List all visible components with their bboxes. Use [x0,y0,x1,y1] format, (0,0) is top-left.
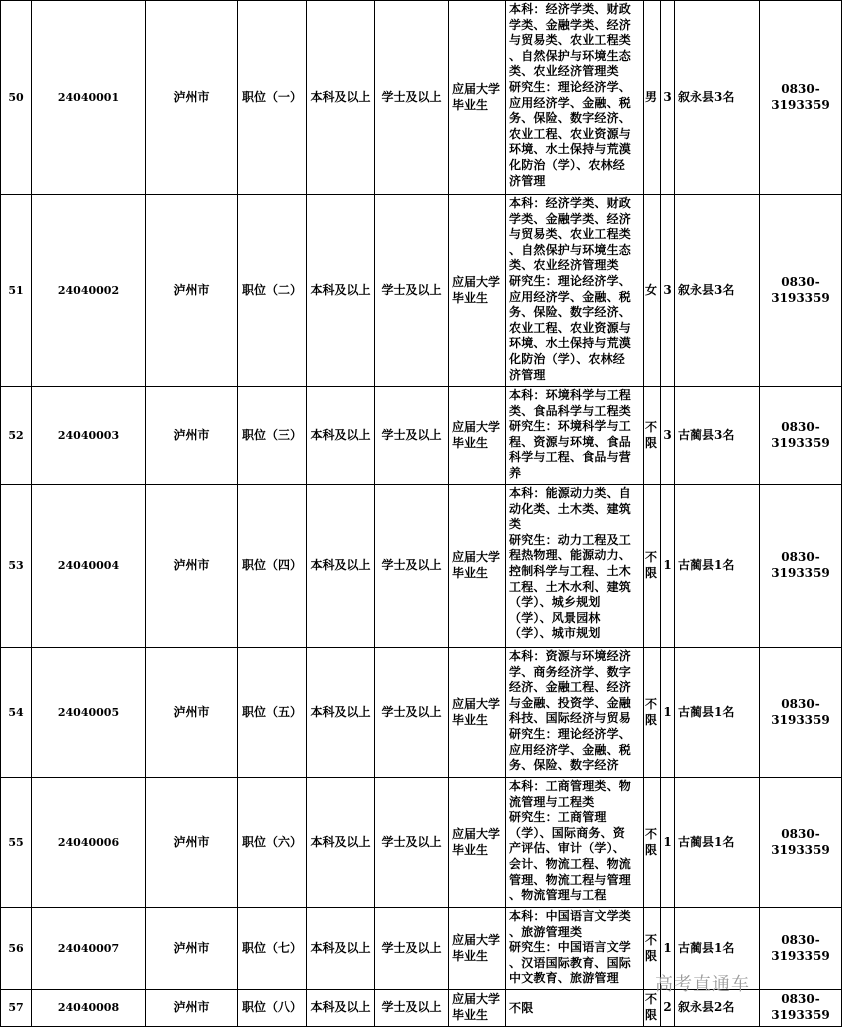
position-name-cell: 职位（一） [238,1,307,195]
position-code-cell: 24040004 [32,485,146,648]
city-cell: 泸州市 [146,485,238,648]
recruit-count-cell: 3 [661,195,675,387]
position-name-cell: 职位（二） [238,195,307,387]
candidate-type-cell: 应届大学毕业生 [449,1,506,195]
requirement-line: 本科：中国语言文学类 [509,909,632,923]
major-requirement-cell [506,195,644,387]
row-index-cell: 54 [1,648,32,778]
position-code-cell: 24040006 [32,778,146,908]
position-name-cell: 职位（六） [238,778,307,908]
table-row [1,778,842,908]
contact-phone-cell: 0830-3193359 [760,990,842,1027]
table-row [1,195,842,387]
education-requirement-cell: 本科及以上 [307,195,375,387]
major-requirement-cell [506,778,644,908]
position-name-cell: 职位（四） [238,485,307,648]
requirement-line: 务、保险、数字经济 [509,758,619,773]
major-requirement-cell [506,485,644,648]
contact-phone-cell: 0830-3193359 [760,648,842,778]
requirement-line: 务、保险、数字经济、 [509,305,632,320]
major-requirement-cell [506,908,644,990]
gender-requirement-cell: 不限 [644,990,661,1027]
requirement-line: 经济、金融工程、经济 [509,680,632,695]
table-body [1,1,842,1027]
position-name-cell: 职位（八） [238,990,307,1027]
requirement-line: 与贸易类、农业工程类 [509,227,632,242]
recruit-count-cell: 2 [661,990,675,1027]
requirement-line: 研究生：中国语言文学 [509,940,632,955]
requirement-line: 本科：经济学类、财政 [509,196,632,210]
recruit-location-cell: 古蔺县1名 [675,648,760,778]
gender-requirement-cell: 不限 [644,908,661,990]
row-index-cell: 56 [1,908,32,990]
recruit-count-cell: 1 [661,485,675,648]
city-cell: 泸州市 [146,1,238,195]
education-requirement-cell: 本科及以上 [307,990,375,1027]
requirement-line: 学类、金融学类、经济 [509,17,632,32]
major-requirement-cell [506,648,644,778]
requirement-line: 学类、金融学类、经济 [509,211,632,226]
major-requirement-cell [506,387,644,485]
position-code-cell: 24040002 [32,195,146,387]
position-code-cell: 24040003 [32,387,146,485]
recruit-count-cell: 1 [661,648,675,778]
requirement-line: 不限 [509,1000,534,1015]
candidate-type-cell: 应届大学毕业生 [449,778,506,908]
requirement-line: 与金融、投资学、金融 [509,695,632,710]
requirement-line: 、旅游管理类 [509,924,583,939]
requirement-line: 本科：环境科学与工程 [509,388,632,402]
city-cell: 泸州市 [146,387,238,485]
requirement-line: （学）、国际商务、资 [509,825,626,840]
position-code-cell: 24040005 [32,648,146,778]
requirement-line: 工程、土木水利、建筑 [509,579,632,594]
city-cell: 泸州市 [146,778,238,908]
row-index-cell: 57 [1,990,32,1027]
row-index-cell: 50 [1,1,32,195]
position-name-cell: 职位（五） [238,648,307,778]
contact-phone-cell: 0830-3193359 [760,908,842,990]
requirement-line: 动化类、土木类、建筑 [509,501,632,516]
education-requirement-cell: 本科及以上 [307,485,375,648]
gender-requirement-cell: 不限 [644,485,661,648]
requirement-line: 本科：能源动力类、自 [509,486,632,500]
requirement-line: 农业工程、农业资源与 [509,320,632,335]
gender-requirement-cell: 不限 [644,778,661,908]
requirement-line: 应用经济学、金融、税 [509,742,632,757]
row-index-cell: 55 [1,778,32,908]
requirement-line: 化防治（学）、农林经 [509,351,626,366]
recruit-location-cell: 叙永县3名 [675,1,760,195]
requirement-line: 农业工程、农业资源与 [509,126,632,141]
requirement-line: 环境、水土保持与荒漠 [509,142,632,157]
degree-requirement-cell: 学士及以上 [375,195,449,387]
recruit-count-cell: 1 [661,908,675,990]
city-cell: 泸州市 [146,648,238,778]
recruit-location-cell: 叙永县3名 [675,195,760,387]
candidate-type-cell: 应届大学毕业生 [449,387,506,485]
requirement-line: 研究生：理论经济学、 [509,79,632,94]
candidate-type-cell: 应届大学毕业生 [449,648,506,778]
degree-requirement-cell: 学士及以上 [375,485,449,648]
requirement-line: 本科：经济学类、财政 [509,2,632,16]
requirement-line: 研究生：工商管理 [509,810,607,825]
requirement-line: 科学与工程、食品与营 [509,450,632,465]
requirement-line: 、物流管理与工程 [509,888,607,903]
candidate-type-cell: 应届大学毕业生 [449,485,506,648]
requirement-line: 济管理 [509,367,546,382]
requirement-line: 、自然保护与环境生态 [509,48,632,63]
requirement-line: 研究生：理论经济学、 [509,726,632,741]
degree-requirement-cell: 学士及以上 [375,387,449,485]
candidate-type-cell: 应届大学毕业生 [449,908,506,990]
education-requirement-cell: 本科及以上 [307,387,375,485]
position-code-cell: 24040001 [32,1,146,195]
requirement-line: 科技、国际经济与贸易 [509,711,632,726]
position-code-cell: 24040007 [32,908,146,990]
requirement-line: 程、资源与环境、食品 [509,434,632,449]
candidate-type-cell: 应届大学毕业生 [449,195,506,387]
requirement-line: 类、农业经济管理类 [509,64,619,79]
contact-phone-cell: 0830-3193359 [760,387,842,485]
gender-requirement-cell: 男 [644,1,661,195]
gender-requirement-cell: 不限 [644,648,661,778]
requirement-line: （学）、城乡规划 [509,595,601,610]
requirement-line: 学、商务经济学、数字 [509,664,632,679]
requirement-line: 济管理 [509,173,546,188]
recruit-count-cell: 3 [661,1,675,195]
requirement-line: 类、食品科学与工程类 [509,403,632,418]
requirement-line: 务、保险、数字经济、 [509,111,632,126]
education-requirement-cell: 本科及以上 [307,778,375,908]
requirement-line: 研究生：理论经济学、 [509,273,632,288]
recruit-location-cell: 古蔺县1名 [675,908,760,990]
requirement-line: 与贸易类、农业工程类 [509,33,632,48]
requirement-line: 养 [509,465,522,480]
requirement-line: 环境、水土保持与荒漠 [509,336,632,351]
requirement-line: 控制科学与工程、土木 [509,563,632,578]
requirement-line: 中文教育、旅游管理 [509,971,619,986]
contact-phone-cell: 0830-3193359 [760,485,842,648]
requirement-line: 应用经济学、金融、税 [509,289,632,304]
row-index-cell: 52 [1,387,32,485]
city-cell: 泸州市 [146,195,238,387]
requirement-line: 程热物理、能源动力、 [509,548,632,563]
major-requirement-cell [506,1,644,195]
candidate-type-cell: 应届大学毕业生 [449,990,506,1027]
degree-requirement-cell: 学士及以上 [375,908,449,990]
degree-requirement-cell: 学士及以上 [375,1,449,195]
city-cell: 泸州市 [146,908,238,990]
education-requirement-cell: 本科及以上 [307,908,375,990]
position-name-cell: 职位（七） [238,908,307,990]
requirement-line: 管理、物流工程与管理 [509,872,632,887]
major-requirement-cell [506,990,644,1027]
position-code-cell: 24040008 [32,990,146,1027]
recruit-count-cell: 1 [661,778,675,908]
degree-requirement-cell: 学士及以上 [375,990,449,1027]
gender-requirement-cell: 不限 [644,387,661,485]
table-row [1,485,842,648]
table-row [1,1,842,195]
watermark: 高考直通车 [655,974,750,995]
table-row [1,648,842,778]
requirement-line: （学）、风景园林 [509,610,601,625]
recruit-location-cell: 古蔺县3名 [675,387,760,485]
position-name-cell: 职位（三） [238,387,307,485]
recruit-location-cell: 古蔺县1名 [675,485,760,648]
contact-phone-cell: 0830-3193359 [760,778,842,908]
degree-requirement-cell: 学士及以上 [375,648,449,778]
contact-phone-cell: 0830-3193359 [760,195,842,387]
requirement-line: 、汉语国际教育、国际 [509,955,632,970]
recruit-count-cell: 3 [661,387,675,485]
requirement-line: 化防治（学）、农林经 [509,157,626,172]
requirement-line: 会计、物流工程、物流 [509,856,632,871]
gender-requirement-cell: 女 [644,195,661,387]
city-cell: 泸州市 [146,990,238,1027]
row-index-cell: 53 [1,485,32,648]
requirement-line: 本科：工商管理类、物 [509,779,632,793]
education-requirement-cell: 本科及以上 [307,1,375,195]
requirement-line: 流管理与工程类 [509,794,595,809]
requirement-line: 研究生：环境科学与工 [509,419,632,434]
contact-phone-cell: 0830-3193359 [760,1,842,195]
requirement-line: 应用经济学、金融、税 [509,95,632,110]
requirement-line: （学）、城市规划 [509,626,601,641]
degree-requirement-cell: 学士及以上 [375,778,449,908]
requirement-line: 本科：资源与环境经济 [509,649,632,663]
requirement-line: 产评估、审计（学）、 [509,841,626,856]
requirement-line: 研究生：动力工程及工 [509,532,632,547]
requirement-line: 类、农业经济管理类 [509,258,619,273]
requirement-line: 类 [509,517,522,532]
recruit-location-cell: 叙永县2名 [675,990,760,1027]
requirement-line: 、自然保护与环境生态 [509,242,632,257]
row-index-cell: 51 [1,195,32,387]
education-requirement-cell: 本科及以上 [307,648,375,778]
recruit-location-cell: 古蔺县1名 [675,778,760,908]
table-row [1,387,842,485]
